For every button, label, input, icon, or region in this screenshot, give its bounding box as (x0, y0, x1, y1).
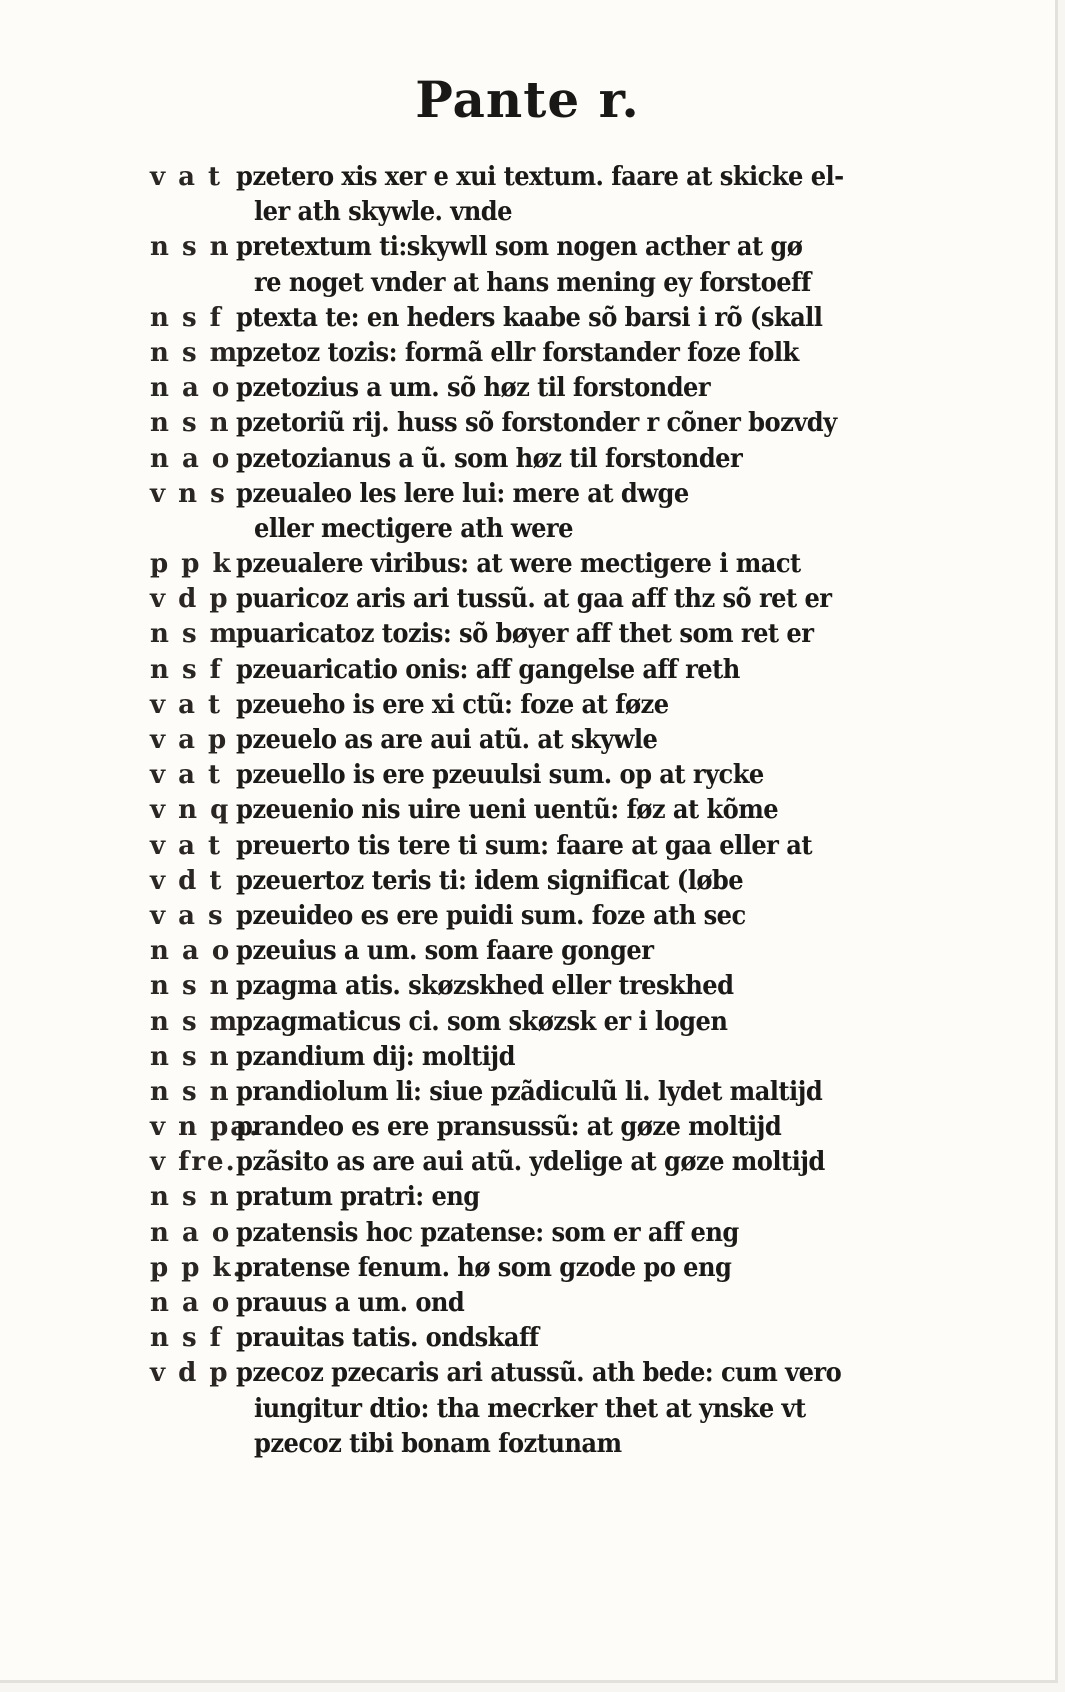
entry-line (150, 1040, 910, 1075)
entry-text: pzeuertoz teris ti: idem significat (løbe (236, 865, 744, 896)
entry-line (150, 1005, 910, 1040)
entry-text: prauus a um. ond (236, 1288, 465, 1318)
grammar-code: n s m (150, 1006, 240, 1037)
grammar-code: n a o (150, 1217, 232, 1248)
entry-line (150, 723, 910, 758)
grammar-code: n s f (150, 302, 223, 333)
entry-line (150, 1145, 910, 1180)
entry-line (150, 864, 910, 899)
grammar-code: n a o (150, 936, 232, 967)
entry-text: puaricatoz tozis: sõ bøyer aff thet som ret er (236, 619, 814, 650)
grammar-code: v a t (150, 689, 223, 720)
entry-text: pzecoz tibi bonam foztunam (254, 1428, 622, 1459)
entry-line (150, 617, 910, 652)
entry-line (150, 406, 910, 441)
entry-text: pzagma atis. skøzskhed eller treskhed (236, 971, 734, 1002)
entry-text: prandiolum li: siue pzãdiculũ li. lydet maltijd (236, 1076, 823, 1107)
entry-line (150, 195, 910, 230)
entry-line (150, 582, 910, 617)
grammar-code: v d t (150, 865, 224, 896)
entry-line (150, 793, 910, 828)
entry-text: pzeuius a um. som faare gonger (236, 936, 654, 967)
entry-line (150, 829, 910, 864)
grammar-code: v a p (150, 725, 229, 755)
grammar-code: v fre. (150, 1147, 237, 1178)
entry-text: pzecoz pzecaris ari atussũ. ath bede: cum vero (236, 1358, 842, 1389)
entry-line (150, 1251, 910, 1286)
entry-line (150, 1427, 910, 1462)
entry-line (150, 230, 910, 265)
entry-text: ler ath skywle. vnde (254, 197, 512, 228)
entry-line (150, 758, 910, 793)
grammar-code: p p k (150, 549, 233, 580)
grammar-code: v a t (150, 760, 223, 791)
grammar-code: v a t (150, 162, 223, 192)
entry-text: pzeualere viribus: at were mectigere i mact (236, 549, 801, 580)
entry-text: pzatensis hoc pzatense: som er aff eng (236, 1217, 739, 1248)
grammar-code: p p k. (150, 1252, 244, 1283)
entry-line (150, 371, 910, 406)
entry-text: re noget vnder at hans mening ey forstoeff (254, 267, 811, 298)
grammar-code: n s n (150, 1076, 231, 1107)
entry-text: pzandium dij: moltijd (236, 1041, 515, 1072)
grammar-code: n a o (150, 373, 232, 404)
grammar-code: n s m (150, 337, 240, 368)
entry-text: pzetozianus a ũ. som høz til forstonder (236, 443, 743, 474)
page-heading: Pante r. (415, 70, 640, 129)
grammar-code: v n q (150, 795, 231, 826)
entry-text: pratum pratri: eng (236, 1182, 480, 1213)
grammar-code: v n pa. (150, 1112, 261, 1143)
grammar-code: v n s (150, 478, 227, 509)
grammar-code: n s f (150, 1323, 223, 1354)
grammar-code: n s n (150, 1182, 231, 1213)
entry-text: pzeuideo es ere puidi sum. foze ath sec (236, 900, 746, 931)
entry-text: pzetozius a um. sõ høz til forstonder (236, 373, 711, 404)
entry-line (150, 442, 910, 477)
entry-text: pzeuello is ere pzeuulsi sum. op at rycke (236, 760, 764, 791)
entry-text: eller mectigere ath were (254, 513, 573, 544)
entry-line (150, 336, 910, 371)
entry-text: iungitur dtio: tha mecrker thet at ynske vt (254, 1393, 806, 1424)
entry-line (150, 1356, 910, 1391)
entry-text: preuerto tis tere ti sum: faare at gaa eller at (236, 830, 812, 861)
entry-line (150, 1392, 910, 1427)
entry-text: pzeueho is ere xi ctũ: foze at føze (236, 689, 669, 720)
entry-text: prauitas tatis. ondskaff (236, 1323, 539, 1354)
entry-line (150, 547, 910, 582)
entry-line (150, 1216, 910, 1251)
grammar-code: n s n (150, 971, 231, 1002)
grammar-code: n s m (150, 619, 240, 650)
entry-line (150, 512, 910, 547)
entry-text: puaricoz aris ari tussũ. at gaa aff thz sõ ret er (236, 584, 832, 615)
grammar-code: v d p (150, 1358, 230, 1389)
entry-line (150, 160, 910, 195)
grammar-code: n a o (150, 443, 232, 474)
grammar-code: n s n (150, 1041, 231, 1072)
entry-text: ptexta te: en heders kaabe sõ barsi i rõ (skall (236, 302, 823, 333)
entry-line (150, 1180, 910, 1215)
entry-line (150, 1110, 910, 1145)
entry-line (150, 1321, 910, 1356)
entry-line (150, 969, 910, 1004)
dictionary-entries (150, 160, 910, 1462)
grammar-code: v a s (150, 900, 225, 931)
entry-text: pzetoriũ rij. huss sõ forstonder r cõner bozvdy (236, 408, 837, 439)
entry-text: pretextum ti:skywll som nogen acther at gø (236, 232, 803, 263)
entry-text: pratense fenum. hø som gzode po eng (236, 1252, 732, 1283)
entry-text: pzagmaticus ci. som skøzsk er i logen (236, 1006, 728, 1037)
entry-text: pzeuelo as are aui atũ. at skywle (236, 725, 658, 755)
grammar-code: n s n (150, 408, 231, 439)
grammar-code: v a t (150, 830, 223, 861)
grammar-code: n s f (150, 654, 223, 685)
entry-text: pzetoz tozis: formã ellr forstander foze folk (236, 337, 799, 368)
entry-line (150, 934, 910, 969)
entry-text: prandeo es ere pransussũ: at gøze moltijd (236, 1112, 782, 1143)
entry-text: pzeualeo les lere lui: mere at dwge (236, 478, 689, 509)
entry-text: pzeuaricatio onis: aff gangelse aff reth (236, 654, 740, 685)
entry-line (150, 1075, 910, 1110)
entry-line (150, 653, 910, 688)
entry-line (150, 899, 910, 934)
entry-line (150, 477, 910, 512)
entry-text: pzãsito as are aui atũ. ydelige at gøze moltijd (236, 1147, 825, 1178)
grammar-code: v d p (150, 584, 230, 615)
entry-text: pzetero xis xer e xui textum. faare at skicke el- (236, 162, 844, 192)
entry-line (150, 266, 910, 301)
entry-line (150, 688, 910, 723)
entry-text: pzeuenio nis uire ueni uentũ: føz at kõme (236, 795, 779, 826)
entry-line (150, 1286, 910, 1321)
entry-line (150, 301, 910, 336)
grammar-code: n a o (150, 1288, 232, 1318)
grammar-code: n s n (150, 232, 231, 263)
